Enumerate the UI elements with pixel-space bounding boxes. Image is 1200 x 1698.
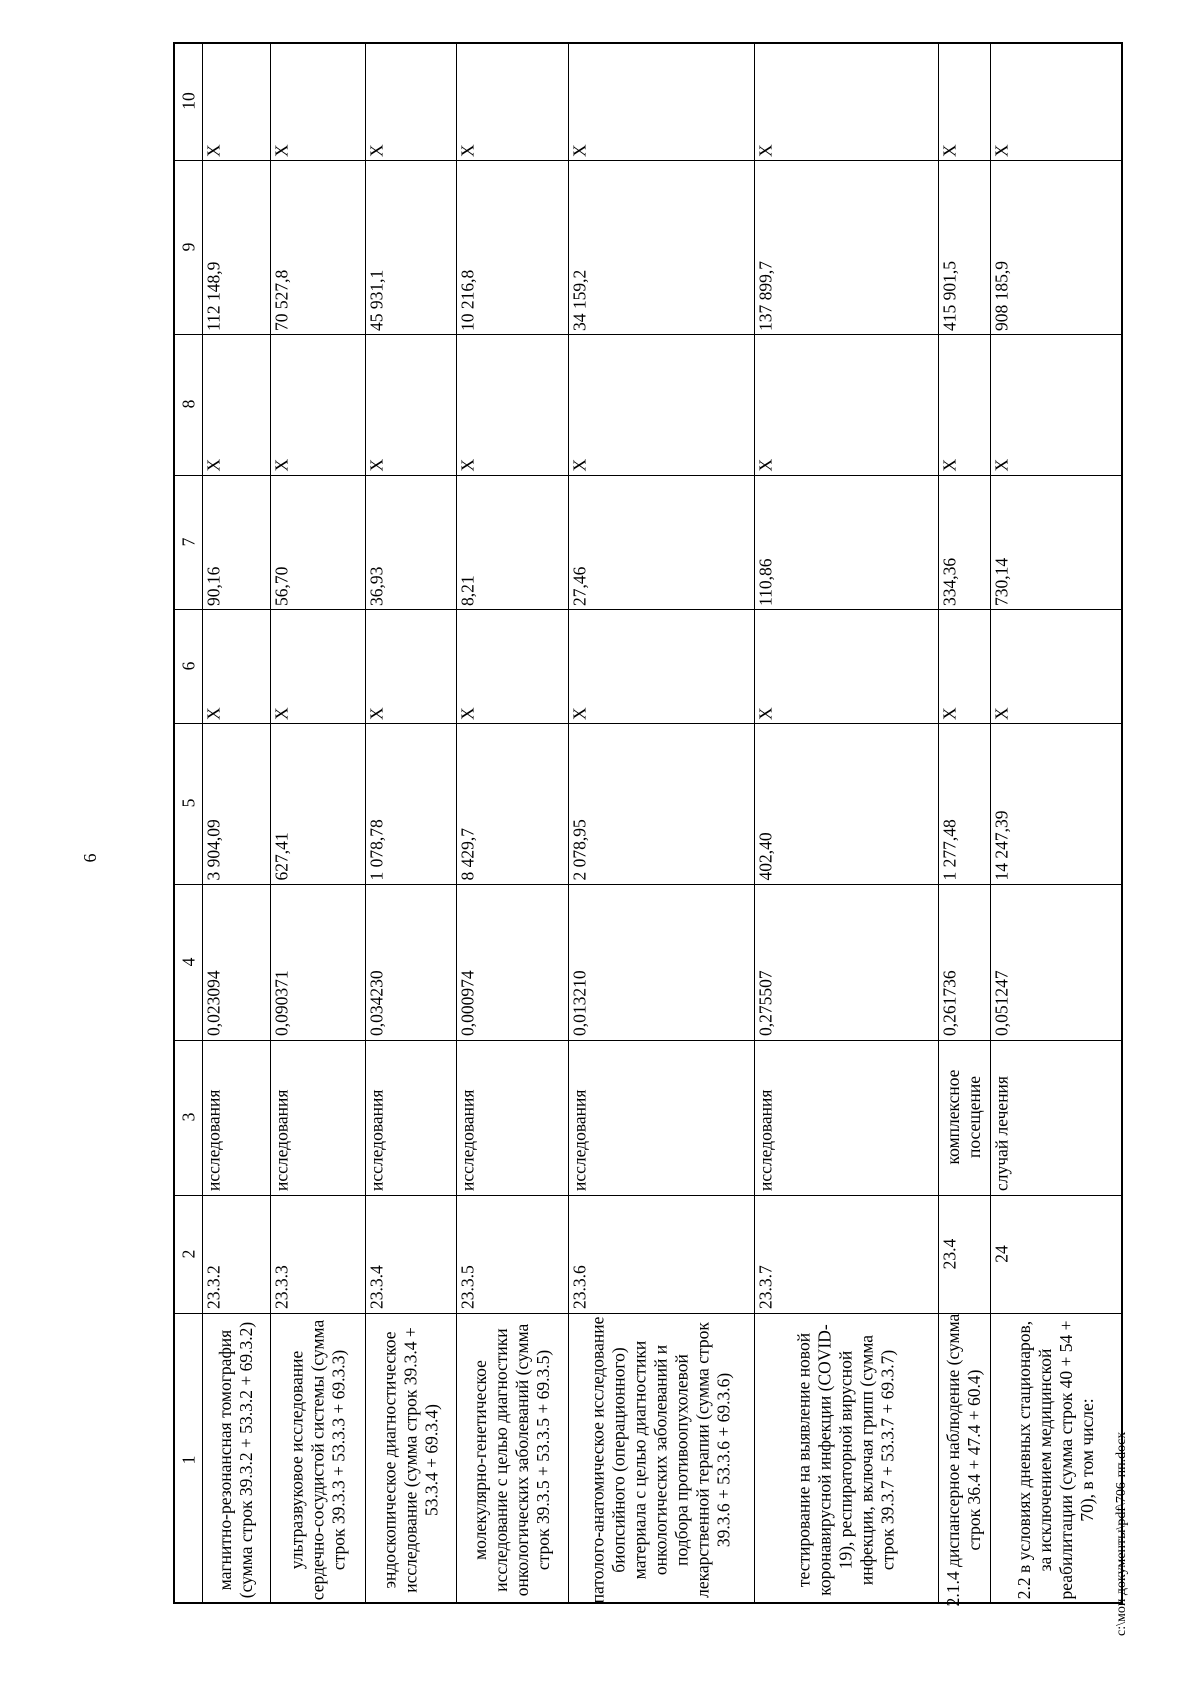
column-divider: [173, 1195, 1123, 1196]
column-divider: [173, 609, 1123, 610]
column-divider: [173, 723, 1123, 724]
column-divider: [173, 475, 1123, 476]
column-divider: [173, 884, 1123, 885]
page-number: 6: [80, 853, 100, 863]
column-divider: [173, 1040, 1123, 1041]
column-divider: [173, 334, 1123, 335]
rotated-data-table: 1 2 3 4 5 6 7 8 9 10 магнитно-резонансная томография (сумма строк 39.3.2 + 53.3.2 + 69.3.2) 23.3.2 исследования 0,023094 3 904,09 Х 90,16 Х 112 148,9 Х ультразвуковое исследование сердечно-сосудистой системы (сумма строк 39.3.3 + 53.3.3 + 69.3.3) 23.3.3 исследования 0,090371 627,41 Х 56,70 Х 70 527,8 Х эндоскопическое диагностическое исследование (сумма строк 39.3.4 + 53.3.4 + 69.3.4) 23.3.4 исследования 0,034230 1 078,78 Х 36,93 Х 45 931,1 Х молекулярно-генетическое исследование с целью диагностики онкологических заболеваний (сумма строк 39.3.5 + 53.3.5 + 69.3.5) 23.3.5 исследования 0,000974 8 429,7 Х 8,21 Х 10 216,8 Х патолого-анатомическое исследование биопсийного (операционного) материала с целью диагностики онкологических заболеваний и подбора противоопухолевой лекарственной терапии (сумма строк 39.3.6 + 53.3.6 + 69.3.6) 23.3.6 исследования 0,013210 2 078,95 Х 27,46 Х 34 159,2 Х тестирование на выявление новой коронавирусной инфекции (COVID-19), респираторной вирусной инфекции, включая грипп (сумма строк 39.3.7 + 53.3.7 + 69.3.7) 23.3.7 исследования 0,275507 402,40 Х 110,86 Х 137 899,7 Х 2.1.4 диспансерное наблюдение (сумма строк 36.4 + 47.4 + 60.4) 23.4 комплексное посещение 0,261736 1 277,48 Х 334,36 Х 415 901,5 Х 2.2 в условиях дневных стационаров, за исключением медицинской реабилитации (сумма строк 40 + 54 + 70), в том числе: 24 случай лечения 0,051247 14 247,39 Х 730,14 Х 908 185,9 Х: [0, 0, 1200, 1698]
column-divider: [173, 160, 1123, 161]
